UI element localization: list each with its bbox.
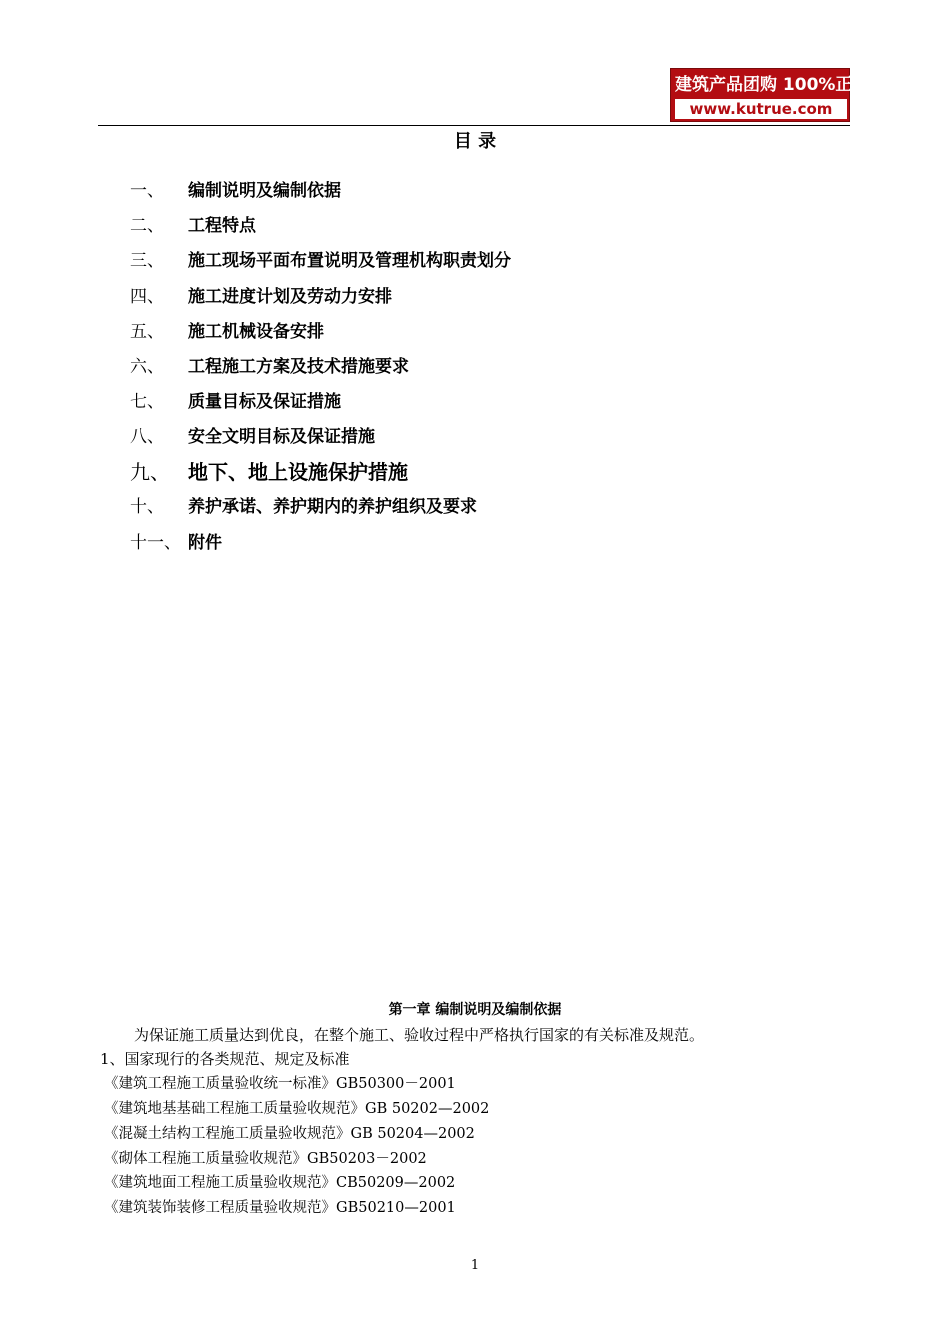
section-heading: 1、国家现行的各类规范、规定及标准 <box>100 1050 350 1068</box>
toc-item <box>0 354 950 380</box>
toc-item-number: 六、 <box>130 357 164 377</box>
reference-item: 《建筑装饰装修工程质量验收规范》GB50210—2001 <box>104 1200 456 1216</box>
toc-item-label: 附件 <box>188 533 222 553</box>
toc-item-label: 施工机械设备安排 <box>188 322 324 342</box>
chapter-title: 第一章 编制说明及编制依据 <box>388 1002 562 1018</box>
toc-item-label: 工程施工方案及技术措施要求 <box>188 357 409 377</box>
toc-item-number: 十、 <box>130 497 164 517</box>
toc-item <box>0 530 950 556</box>
toc-item-number: 二、 <box>130 216 164 236</box>
reference-item: 《建筑工程施工质量验收统一标准》GB50300－2001 <box>104 1076 456 1092</box>
toc-item <box>0 178 950 204</box>
reference-item: 《砌体工程施工质量验收规范》GB50203－2002 <box>104 1151 427 1167</box>
toc-item-label: 工程特点 <box>188 216 256 236</box>
toc-item-label: 施工现场平面布置说明及管理机构职责划分 <box>188 251 511 271</box>
reference-item: 《混凝土结构工程施工质量验收规范》GB 50204—2002 <box>104 1126 475 1142</box>
toc-item-number: 九、 <box>130 460 170 484</box>
toc-item-number: 一、 <box>130 181 164 201</box>
toc-item <box>0 248 950 274</box>
toc-item <box>0 213 950 239</box>
toc-item-number: 十一、 <box>130 533 181 553</box>
toc-item <box>0 459 950 485</box>
page-number: 1 <box>470 1258 480 1273</box>
toc-item-number: 八、 <box>130 427 164 447</box>
toc-item-number: 三、 <box>130 251 164 271</box>
toc-item-number: 七、 <box>130 392 164 412</box>
intro-paragraph: 为保证施工质量达到优良，在整个施工、验收过程中严格执行国家的有关标准及规范。 <box>134 1026 705 1044</box>
toc-item-label: 施工进度计划及劳动力安排 <box>188 287 392 307</box>
header-rule <box>98 125 850 126</box>
toc-item-label: 地下、地上设施保护措施 <box>188 460 408 484</box>
toc-item-label: 编制说明及编制依据 <box>188 181 341 201</box>
toc-item <box>0 389 950 415</box>
reference-item: 《建筑地基基础工程施工质量验收规范》GB 50202—2002 <box>104 1101 490 1117</box>
toc-item-label: 安全文明目标及保证措施 <box>188 427 375 447</box>
site-logo <box>670 68 870 122</box>
toc-item-label: 质量目标及保证措施 <box>188 392 341 412</box>
logo-url: www.kutrue.com <box>675 99 847 119</box>
toc-item-number: 四、 <box>130 287 164 307</box>
toc-item <box>0 494 950 520</box>
toc-item <box>0 424 950 450</box>
toc-item-label: 养护承诺、养护期内的养护组织及要求 <box>188 497 477 517</box>
reference-item: 《建筑地面工程施工质量验收规范》CB50209—2002 <box>104 1175 456 1191</box>
logo-slogan: 建筑产品团购 100%正品 <box>675 75 870 95</box>
toc-item-number: 五、 <box>130 322 164 342</box>
toc-item <box>0 284 950 310</box>
toc-title: 目 录 <box>453 131 497 152</box>
toc-item <box>0 319 950 345</box>
